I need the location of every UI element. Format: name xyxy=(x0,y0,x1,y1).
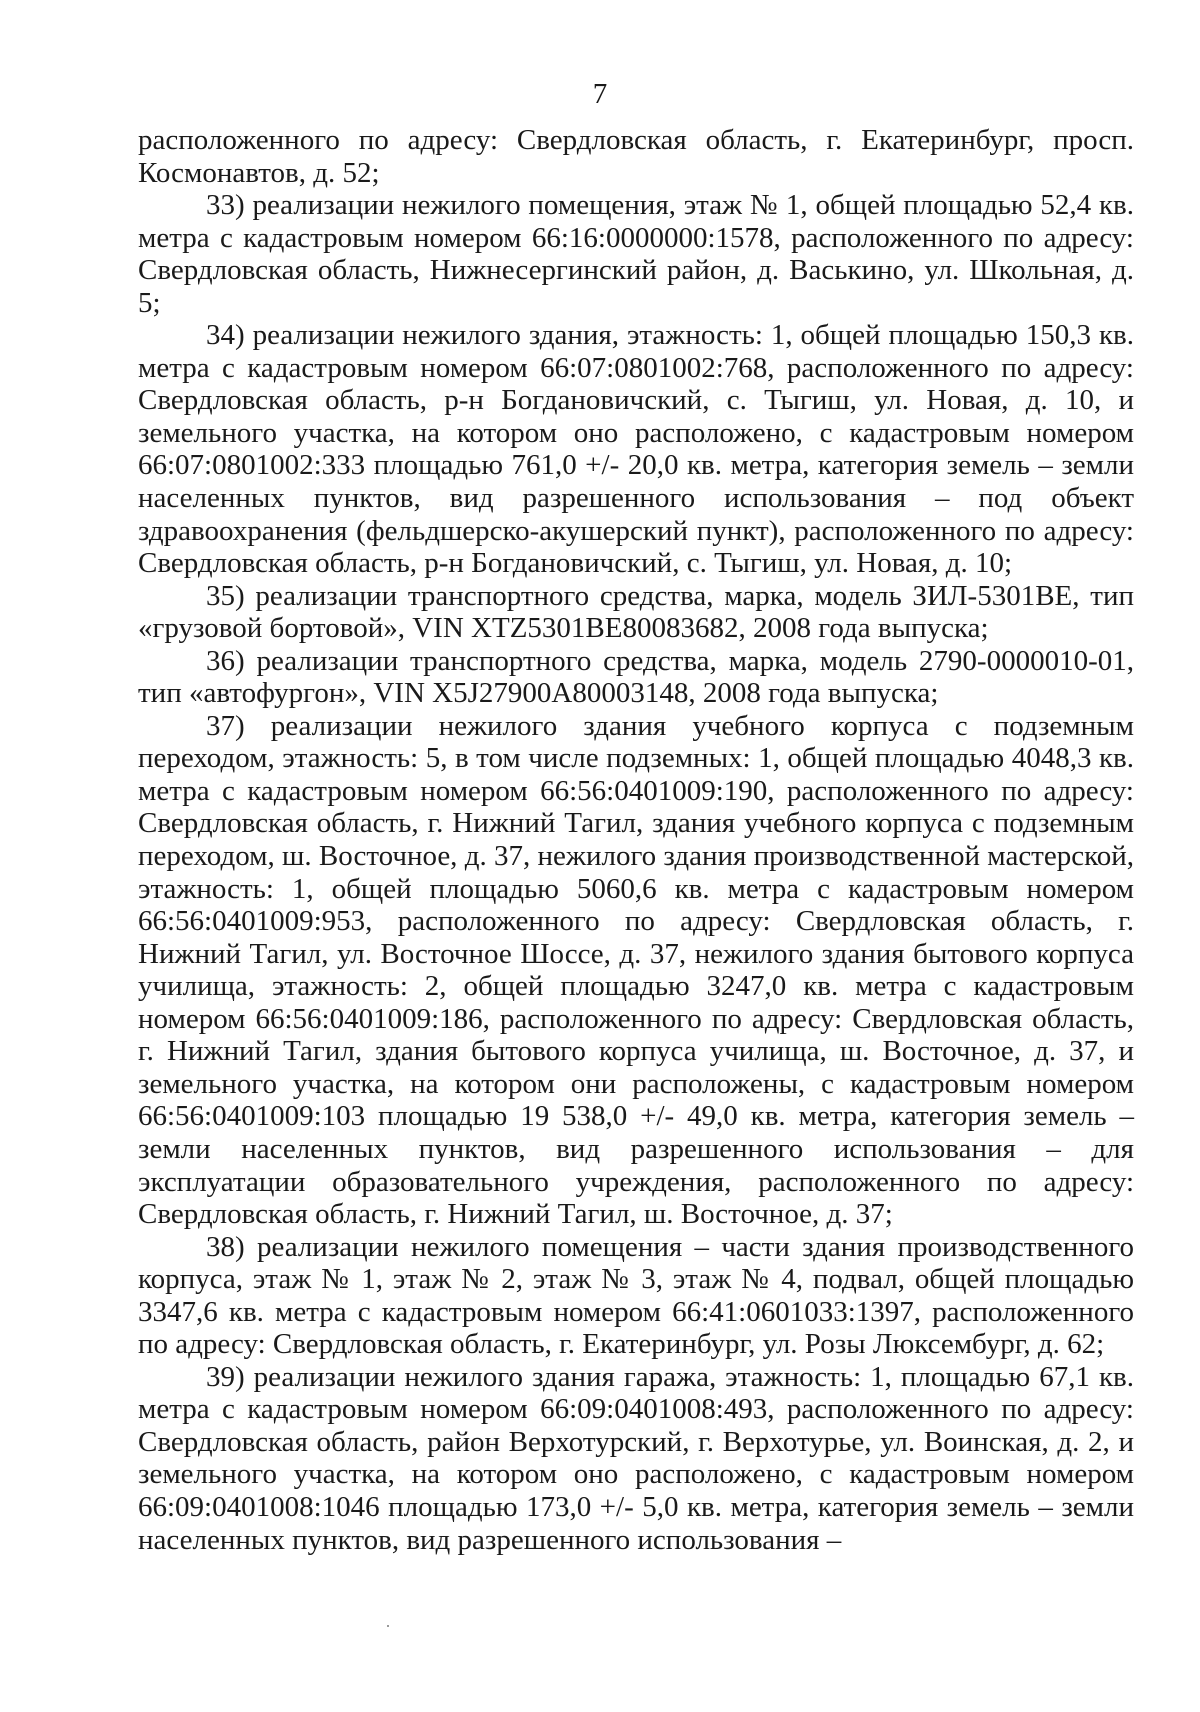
paragraph-item-38: 38) реализации нежилого помещения – части здания производственного корпуса, этаж № 1, этаж № 2, этаж № 3, этаж № 4, подвал, общей площадью 3347,6 кв. метра с кадастровым номером 66:41:0601033:1397, расположенного по адресу: Свердловская область, г. Екатеринбург, ул. Розы Люксембург, д. 62; xyxy=(138,1230,1134,1361)
page-number: 7 xyxy=(592,78,608,110)
paragraph-item-34: 34) реализации нежилого здания, этажность: 1, общей площадью 150,3 кв. метра с кадастровым номером 66:07:0801002:768, расположенного по адресу: Свердловская область, р-н Богдановичский, с. Тыгиш, ул. Новая, д. 10, и земельного участка, на котором оно расположено, с кадастровым номером 66:07:0801002:333 площадью 761,0 +/- 20,0 кв. метра, категория земель – земли населенных пунктов, вид разрешенного использования – под объект здравоохранения (фельдшерско-акушерский пункт), расположенного по адресу: Свердловская область, р-н Богдановичский, с. Тыгиш, ул. Новая, д. 10; xyxy=(138,319,1134,580)
paragraph-item-37: 37) реализации нежилого здания учебного корпуса с подземным переходом, этажность: 5, в том числе подземных: 1, общей площадью 4048,3 кв. метра с кадастровым номером 66:56:0401009:190, расположенного по адресу: Свердловская область, г. Нижний Тагил, здания учебного корпуса с подземным переходом, ш. Восточное, д. 37, нежилого здания производственной мастерской, этажность: 1, общей площадью 5060,6 кв. метра с кадастровым номером 66:56:0401009:953, расположенного по адресу: Свердловская область, г. Нижний Тагил, ул. Восточное Шоссе, д. 37, нежилого здания бытового корпуса училища, этажность: 2, общей площадью 3247,0 кв. метра с кадастровым номером 66:56:0401009:186, расположенного по адресу: Свердловская область, г. Нижний Тагил, здания бытового корпуса училища, ш. Восточное, д. 37, и земельного участка, на котором они расположены, с кадастровым номером 66:56:0401009:103 площадью 19 538,0 +/- 49,0 кв. метра, категория земель – земли населенных пунктов, вид разрешенного использования – для эксплуатации образовательного учреждения, расположенного по адресу: Свердловская область, г. Нижний Тагил, ш. Восточное, д. 37; xyxy=(138,709,1134,1231)
paragraph-continuation: расположенного по адресу: Свердловская область, г. Екатеринбург, просп. Космонавтов, д. 52; xyxy=(138,124,1134,189)
paragraph-item-39: 39) реализации нежилого здания гаража, этажность: 1, площадью 67,1 кв. метра с кадастровым номером 66:09:0401008:493, расположенного по адресу: Свердловская область, район Верхотурский, г. Верхотурье, ул. Воинская, д. 2, и земельного участка, на котором оно расположено, с кадастровым номером 66:09:0401008:1046 площадью 173,0 +/- 5,0 кв. метра, категория земель – земли населенных пунктов, вид разрешенного использования – xyxy=(138,1360,1134,1556)
scan-speck xyxy=(387,1625,389,1627)
paragraph-item-33: 33) реализации нежилого помещения, этаж № 1, общей площадью 52,4 кв. метра с кадастровым номером 66:16:0000000:1578, расположенного по адресу: Свердловская область, Нижнесергинский район, д. Васькино, ул. Школьная, д. 5; xyxy=(138,189,1134,319)
document-body xyxy=(138,124,1134,1556)
paragraph-item-36: 36) реализации транспортного средства, марка, модель 2790-0000010-01, тип «автофургон», VIN X5J27900A80003148, 2008 года выпуска; xyxy=(138,644,1134,710)
paragraph-item-35: 35) реализации транспортного средства, марка, модель ЗИЛ-5301ВЕ, тип «грузовой бортовой», VIN XTZ5301BE80083682, 2008 года выпуска; xyxy=(138,579,1134,645)
